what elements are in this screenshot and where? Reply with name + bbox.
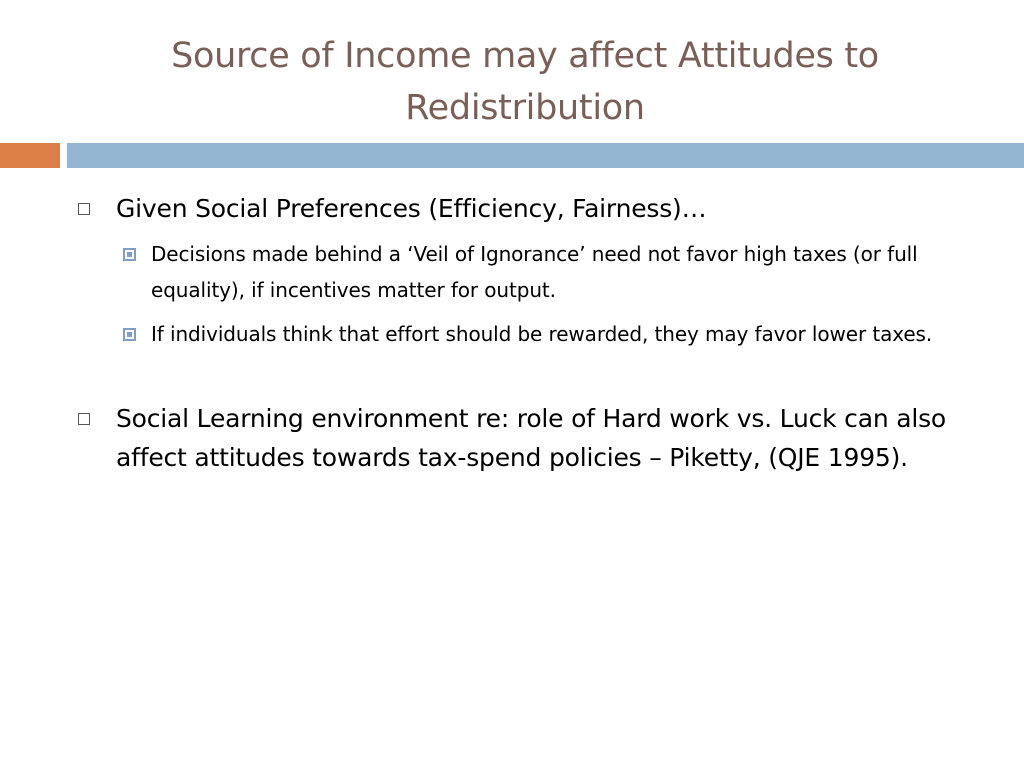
sub-bullet-icon (123, 248, 136, 261)
square-bullet-icon (78, 203, 90, 215)
sub-bullet-icon (123, 328, 136, 341)
title-band (67, 143, 1024, 168)
bullet-text: Social Learning environment re: role of Hard work vs. Luck can also affect attitudes towards tax-spend policies – Piketty, (QJE 1995). (116, 404, 947, 472)
title-band-accent (0, 143, 60, 168)
bullet-text: Given Social Preferences (Efficiency, Fairness)… (116, 194, 707, 223)
square-bullet-icon (78, 413, 90, 425)
sub-bullet-text: Decisions made behind a ‘Veil of Ignorance’ need not favor high taxes (or full equality), if incentives matter for output. (151, 242, 918, 302)
sub-bullet-text: If individuals think that effort should be rewarded, they may favor lower taxes. (151, 322, 933, 346)
slide-title: Source of Income may affect Attitudes to Redistribution (171, 36, 879, 128)
